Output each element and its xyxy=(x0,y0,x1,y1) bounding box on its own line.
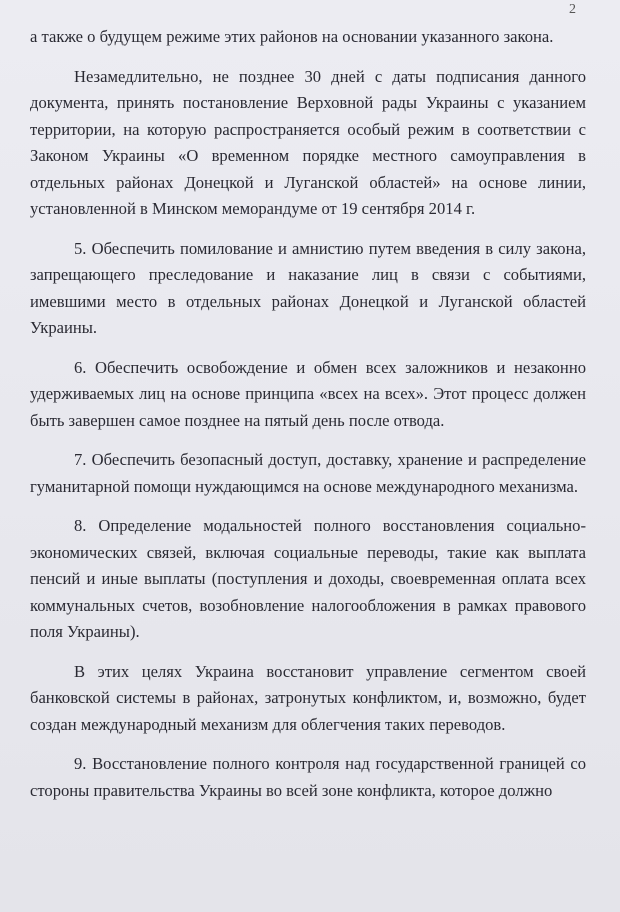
page-number: 2 xyxy=(569,2,576,17)
paragraph-banking-system: В этих целях Украина восстановит управление сегментом своей банковской системы в районах, затронутых конфликтом, и, возможно, будет создан международный механизм для облегчения таких переводов. xyxy=(30,661,586,734)
paragraph-resolution-deadline: Незамедлительно, не позднее 30 дней с даты подписания данного документа, принять постановление Верховной рады Украины с указанием территории, на которую распространяется особый режим в соответствии с Законом Украины «О временном порядке местного самоуправления в отдельных районах Донецкой и Луганской областей» на основе линии, установленной в Минском меморандуме от 19 сентября 2014 г. xyxy=(30,66,586,218)
paragraph-item-9-border: 9. Восстановление полного контроля над государственной границей со стороны правительства Украины во всей зоне конфликта, которое должно xyxy=(30,754,586,800)
paragraph-item-6-hostages: 6. Обеспечить освобождение и обмен всех заложников и незаконно удерживаемых лиц на основе принципа «всех на всех». Этот процесс должен быть завершен самое позднее на пятый день после отвода. xyxy=(30,357,586,430)
paragraph-item-7-humanitarian: 7. Обеспечить безопасный доступ, доставку, хранение и распределение гуманитарной помощи нуждающимся на основе международного механизма. xyxy=(30,450,586,496)
paragraph-continuation: а также о будущем режиме этих районов на основании указанного закона. xyxy=(30,27,554,46)
paragraph-item-5-amnesty: 5. Обеспечить помилование и амнистию путем введения в силу закона, запрещающего преследование и наказание лиц в связи с событиями, имевшими место в отдельных районах Донецкой и Луганской областей Украины. xyxy=(30,238,586,337)
paragraph-item-8-socioeconomic: 8. Определение модальностей полного восстановления социально-экономических связей, включая социальные переводы, такие как выплата пенсий и иные выплаты (поступления и доходы, своевременная оплата всех коммунальных счетов, возобновление налогообложения в рамках правового поля Украины). xyxy=(30,516,586,641)
